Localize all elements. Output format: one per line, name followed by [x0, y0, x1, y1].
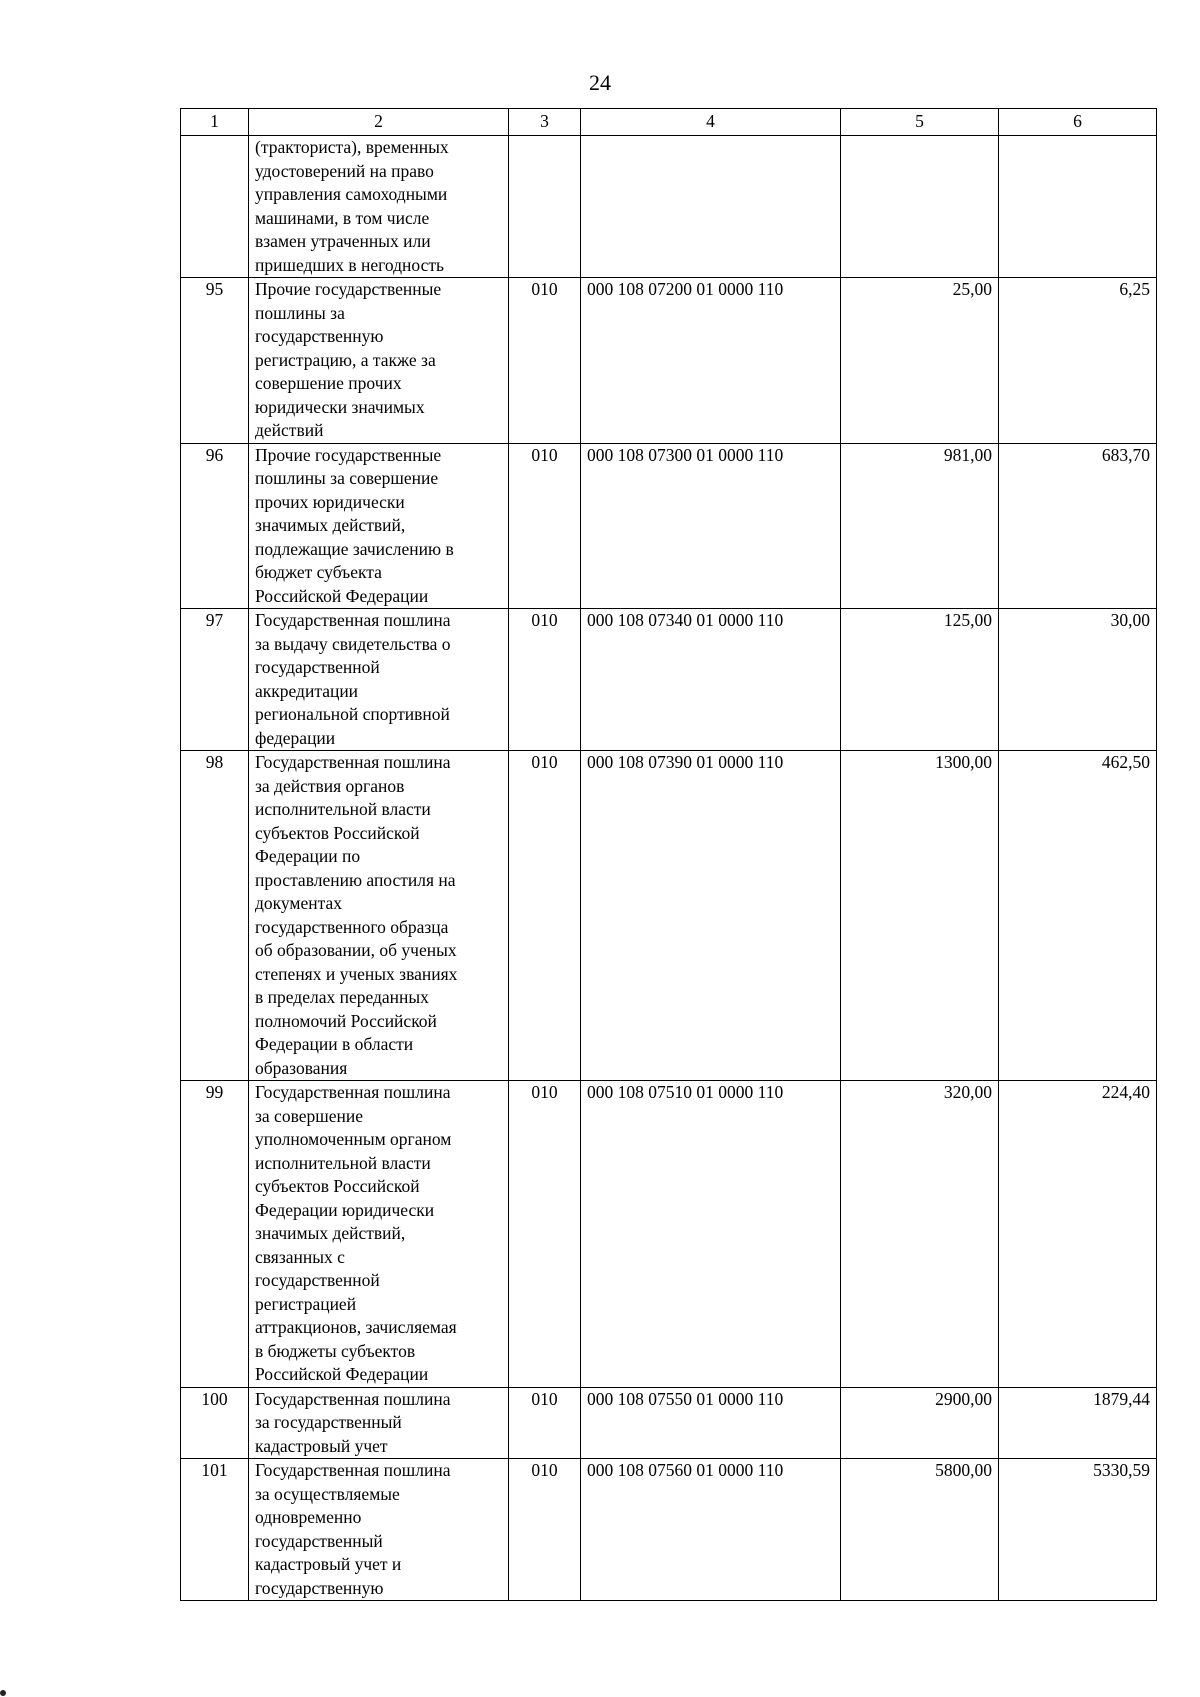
planned-amount: 5800,00	[841, 1459, 999, 1601]
revenue-name-line: Государственная пошлина	[255, 1082, 451, 1102]
table-row	[181, 751, 1157, 1081]
revenue-name-line: пошлины за	[255, 302, 345, 323]
budget-classification-code: 000 108 07550 01 0000 110	[581, 1387, 841, 1459]
revenue-name-line: государственной	[255, 657, 380, 677]
revenue-name-line: степенях и ученых званиях	[255, 963, 458, 984]
revenue-name	[249, 1387, 509, 1459]
revenue-name-line: Государственная пошлина	[255, 610, 451, 630]
column-header-3: 3	[509, 109, 581, 136]
actual-amount: 5330,59	[999, 1459, 1157, 1601]
table-row	[181, 1459, 1157, 1601]
column-header-4: 4	[581, 109, 841, 136]
table-row	[181, 1387, 1157, 1459]
table-row	[181, 609, 1157, 751]
row-number: 98	[181, 751, 249, 1081]
revenue-name-line: аттракционов, зачисляемая	[255, 1317, 457, 1337]
revenue-name-line: образования	[255, 1057, 348, 1078]
revenue-name-line: значимых действий,	[255, 515, 406, 535]
revenue-name-line: пошлины за совершение	[255, 468, 439, 488]
revenue-name-line: государственную	[255, 326, 384, 346]
planned-amount: 981,00	[841, 443, 999, 609]
revenue-name-line: Государственная пошлина	[255, 1460, 451, 1480]
revenue-name-line: за выдачу свидетельства о	[255, 633, 451, 654]
row-number: 97	[181, 609, 249, 751]
revenue-name-line: кадастровый учет и	[255, 1554, 402, 1574]
revenue-table	[180, 108, 1157, 1601]
revenue-name-line: связанных с	[255, 1246, 345, 1267]
revenue-name-line: кадастровый учет	[255, 1435, 388, 1456]
revenue-name-line: удостоверений на право	[255, 160, 434, 181]
revenue-name-line: взамен утраченных или	[255, 231, 431, 251]
table-row	[181, 136, 1157, 278]
row-number: 100	[181, 1387, 249, 1459]
planned-amount: 320,00	[841, 1081, 999, 1388]
column-header-2: 2	[249, 109, 509, 136]
revenue-name-line: значимых действий,	[255, 1223, 406, 1243]
revenue-name-line: регистрацию, а также за	[255, 349, 436, 370]
revenue-name-line: Российской Федерации	[255, 1364, 429, 1384]
column-header-1: 1	[181, 109, 249, 136]
revenue-name	[249, 443, 509, 609]
table-header-row	[181, 109, 1157, 136]
revenue-name-line: за осуществляемые	[255, 1483, 400, 1504]
revenue-name-line: управления самоходными	[255, 184, 448, 204]
admin-code: 010	[509, 1459, 581, 1601]
revenue-name-line: региональной спортивной	[255, 704, 450, 724]
revenue-name-line: Федерации по	[255, 846, 361, 866]
budget-classification-code: 000 108 07200 01 0000 110	[581, 278, 841, 444]
revenue-name-line: в пределах переданных	[255, 987, 429, 1007]
revenue-name-line: подлежащие зачислению в	[255, 538, 454, 559]
table-row	[181, 278, 1157, 444]
revenue-name-line: исполнительной власти	[255, 1152, 431, 1173]
revenue-name	[249, 136, 509, 278]
admin-code: 010	[509, 609, 581, 751]
admin-code: 010	[509, 443, 581, 609]
table-row	[181, 1081, 1157, 1388]
actual-amount: 683,70	[999, 443, 1157, 609]
revenue-name-line: Федерации в области	[255, 1034, 414, 1054]
admin-code: 010	[509, 1387, 581, 1459]
page-number: 24	[589, 70, 611, 95]
revenue-name-line: Прочие государственные	[255, 444, 442, 465]
revenue-name-line: государственной	[255, 1270, 380, 1290]
revenue-name-line: юридически значимых	[255, 396, 425, 417]
table-body	[181, 136, 1157, 1601]
revenue-name-line: федерации	[255, 727, 336, 748]
revenue-name-line: за государственный	[255, 1412, 402, 1432]
actual-amount: 224,40	[999, 1081, 1157, 1388]
planned-amount: 1300,00	[841, 751, 999, 1081]
revenue-name	[249, 609, 509, 751]
revenue-name-line: государственную	[255, 1577, 384, 1598]
admin-code	[509, 136, 581, 278]
revenue-name	[249, 278, 509, 444]
budget-classification-code	[581, 136, 841, 278]
revenue-name-line: Государственная пошлина	[255, 1388, 451, 1409]
revenue-name-line: Прочие государственные	[255, 279, 442, 299]
planned-amount	[841, 136, 999, 278]
column-header-6: 6	[999, 109, 1157, 136]
revenue-name-line: документах	[255, 893, 343, 913]
budget-classification-code: 000 108 07510 01 0000 110	[581, 1081, 841, 1388]
revenue-name-line: государственный	[255, 1530, 383, 1551]
revenue-name-line: бюджет субъекта	[255, 562, 382, 582]
revenue-name-line: Российской Федерации	[255, 585, 429, 606]
row-number: 101	[181, 1459, 249, 1601]
actual-amount: 6,25	[999, 278, 1157, 444]
budget-classification-code: 000 108 07300 01 0000 110	[581, 443, 841, 609]
revenue-name-line: пришедших в негодность	[255, 254, 444, 275]
row-number: 99	[181, 1081, 249, 1388]
row-number	[181, 136, 249, 278]
admin-code: 010	[509, 751, 581, 1081]
scan-mark	[0, 1690, 6, 1696]
actual-amount	[999, 136, 1157, 278]
revenue-name	[249, 751, 509, 1081]
planned-amount: 25,00	[841, 278, 999, 444]
actual-amount: 1879,44	[999, 1387, 1157, 1459]
budget-classification-code: 000 108 07560 01 0000 110	[581, 1459, 841, 1601]
row-number: 95	[181, 278, 249, 444]
admin-code: 010	[509, 278, 581, 444]
budget-classification-code: 000 108 07390 01 0000 110	[581, 751, 841, 1081]
revenue-name-line: за совершение	[255, 1105, 363, 1126]
budget-classification-code: 000 108 07340 01 0000 110	[581, 609, 841, 751]
revenue-name-line: исполнительной власти	[255, 799, 431, 819]
planned-amount: 2900,00	[841, 1387, 999, 1459]
revenue-name	[249, 1081, 509, 1388]
actual-amount: 462,50	[999, 751, 1157, 1081]
revenue-name-line: субъектов Российской	[255, 1176, 420, 1196]
revenue-name-line: аккредитации	[255, 680, 359, 701]
revenue-name	[249, 1459, 509, 1601]
row-number: 96	[181, 443, 249, 609]
revenue-name-line: полномочий Российской	[255, 1010, 437, 1031]
revenue-name-line: действий	[255, 420, 324, 440]
planned-amount: 125,00	[841, 609, 999, 751]
revenue-name-line: проставлению апостиля на	[255, 869, 456, 890]
revenue-name-line: одновременно	[255, 1507, 362, 1527]
revenue-name-line: субъектов Российской	[255, 822, 420, 843]
revenue-name-line: (тракториста), временных	[255, 137, 449, 157]
revenue-name-line: Федерации юридически	[255, 1199, 435, 1220]
table-row	[181, 443, 1157, 609]
column-header-5: 5	[841, 109, 999, 136]
admin-code: 010	[509, 1081, 581, 1388]
revenue-name-line: об образовании, об ученых	[255, 940, 457, 960]
revenue-name-line: за действия органов	[255, 775, 405, 796]
revenue-name-line: уполномоченным органом	[255, 1129, 452, 1149]
revenue-name-line: государственного образца	[255, 916, 449, 937]
revenue-name-line: прочих юридически	[255, 491, 405, 512]
revenue-name-line: Государственная пошлина	[255, 752, 451, 772]
revenue-name-line: совершение прочих	[255, 373, 402, 393]
revenue-name-line: машинами, в том числе	[255, 207, 430, 228]
actual-amount: 30,00	[999, 609, 1157, 751]
revenue-name-line: в бюджеты субъектов	[255, 1340, 416, 1361]
revenue-name-line: регистрацией	[255, 1293, 357, 1314]
